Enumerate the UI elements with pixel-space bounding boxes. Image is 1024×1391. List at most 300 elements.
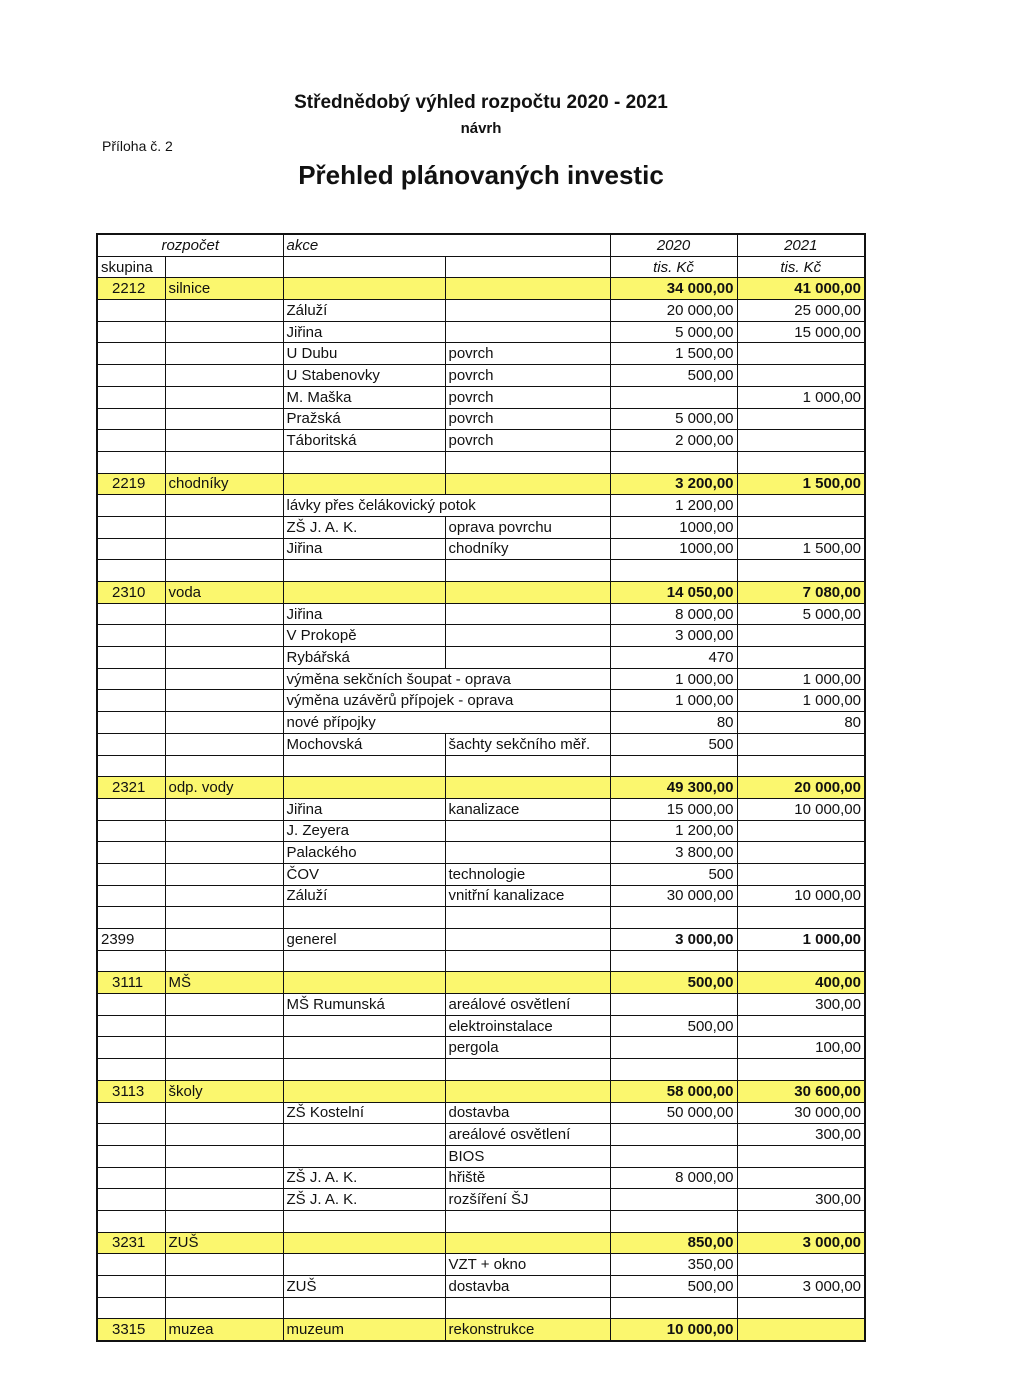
item-action: Jiřina <box>283 603 445 625</box>
item-action: Jiřina <box>283 538 445 560</box>
item-value-2021 <box>737 842 865 864</box>
item-action: U Dubu <box>283 343 445 365</box>
group-action: muzeum <box>283 1319 445 1341</box>
item-action <box>283 1015 445 1037</box>
group-action <box>283 473 445 495</box>
empty-cell <box>165 560 283 582</box>
item-value-2021: 300,00 <box>737 1124 865 1146</box>
empty-cell <box>165 1102 283 1124</box>
empty-cell <box>165 820 283 842</box>
item-note <box>445 647 610 669</box>
empty-cell <box>165 1124 283 1146</box>
empty-cell <box>445 907 610 929</box>
empty-cell <box>97 538 165 560</box>
empty-cell <box>97 712 165 734</box>
item-value-2020 <box>610 1145 737 1167</box>
empty-cell <box>97 755 165 777</box>
item-row <box>97 1189 865 1211</box>
header-row-2 <box>97 256 865 278</box>
empty-cell <box>165 1059 283 1081</box>
item-value-2021: 100,00 <box>737 1037 865 1059</box>
item-row <box>97 690 865 712</box>
empty-cell <box>97 1102 165 1124</box>
empty-cell <box>97 994 165 1016</box>
empty-cell <box>97 820 165 842</box>
item-note: chodníky <box>445 538 610 560</box>
group-total-2021: 3 000,00 <box>737 1232 865 1254</box>
empty-cell <box>97 1189 165 1211</box>
group-row <box>97 929 865 951</box>
item-action: Záluží <box>283 300 445 322</box>
group-total-2020: 49 300,00 <box>610 777 737 799</box>
empty-cell <box>97 1124 165 1146</box>
group-row <box>97 777 865 799</box>
item-value-2020: 1 000,00 <box>610 668 737 690</box>
item-value-2021: 1 000,00 <box>737 386 865 408</box>
item-value-2020: 350,00 <box>610 1254 737 1276</box>
item-note <box>445 300 610 322</box>
document-subtitle: návrh <box>460 120 502 137</box>
group-total-2021: 20 000,00 <box>737 777 865 799</box>
empty-cell <box>97 625 165 647</box>
item-note <box>445 820 610 842</box>
group-total-2020: 10 000,00 <box>610 1319 737 1341</box>
empty-cell <box>165 386 283 408</box>
empty-cell <box>97 386 165 408</box>
group-code: 3113 <box>97 1080 165 1102</box>
group-name: chodníky <box>165 473 283 495</box>
group-action <box>283 1232 445 1254</box>
empty-cell <box>97 950 165 972</box>
item-action: Palackého <box>283 842 445 864</box>
empty-cell <box>165 1015 283 1037</box>
item-value-2021 <box>737 343 865 365</box>
group-name: ZUŠ <box>165 1232 283 1254</box>
item-row <box>97 820 865 842</box>
item-value-2020: 470 <box>610 647 737 669</box>
item-action: lávky přes čelákovický potok <box>283 495 610 517</box>
item-row <box>97 516 865 538</box>
item-value-2020: 8 000,00 <box>610 603 737 625</box>
spacer-row <box>97 1210 865 1232</box>
empty-cell <box>165 994 283 1016</box>
item-value-2021: 10 000,00 <box>737 885 865 907</box>
item-action: ZŠ J. A. K. <box>283 1189 445 1211</box>
group-action <box>283 278 445 300</box>
group-total-2021: 30 600,00 <box>737 1080 865 1102</box>
item-action: MŠ Rumunská <box>283 994 445 1016</box>
item-note: povrch <box>445 365 610 387</box>
empty-cell <box>165 1210 283 1232</box>
item-value-2020: 1 000,00 <box>610 690 737 712</box>
empty-cell <box>737 907 865 929</box>
empty-cell <box>445 1210 610 1232</box>
item-value-2021: 300,00 <box>737 994 865 1016</box>
item-value-2021 <box>737 733 865 755</box>
item-row <box>97 603 865 625</box>
item-value-2020: 500 <box>610 733 737 755</box>
empty-cell <box>283 950 445 972</box>
item-value-2020: 1000,00 <box>610 538 737 560</box>
item-value-2020: 1 500,00 <box>610 343 737 365</box>
empty-cell <box>610 1210 737 1232</box>
group-total-2020: 850,00 <box>610 1232 737 1254</box>
group-note: rekonstrukce <box>445 1319 610 1341</box>
item-value-2021 <box>737 516 865 538</box>
empty-cell <box>165 495 283 517</box>
item-note: dostavba <box>445 1102 610 1124</box>
empty-cell <box>97 1210 165 1232</box>
empty-cell <box>165 408 283 430</box>
empty-cell <box>165 712 283 734</box>
item-note <box>445 842 610 864</box>
investment-table <box>96 233 866 1342</box>
empty-cell <box>97 495 165 517</box>
empty-cell <box>737 755 865 777</box>
empty-cell <box>165 451 283 473</box>
item-value-2020: 80 <box>610 712 737 734</box>
item-value-2020 <box>610 1037 737 1059</box>
item-action: U Stabenovky <box>283 365 445 387</box>
item-value-2020: 1 200,00 <box>610 495 737 517</box>
item-value-2020: 15 000,00 <box>610 798 737 820</box>
empty-cell <box>165 690 283 712</box>
item-row <box>97 1254 865 1276</box>
column-header-2020: 2020 <box>610 234 737 256</box>
group-total-2020: 3 200,00 <box>610 473 737 495</box>
item-value-2021 <box>737 495 865 517</box>
item-row <box>97 863 865 885</box>
group-total-2020: 3 000,00 <box>610 929 737 951</box>
empty-cell <box>97 647 165 669</box>
item-note: povrch <box>445 386 610 408</box>
item-value-2020: 30 000,00 <box>610 885 737 907</box>
empty-cell <box>737 950 865 972</box>
item-action: Táboritská <box>283 430 445 452</box>
group-code: 2310 <box>97 582 165 604</box>
item-note: technologie <box>445 863 610 885</box>
group-total-2020: 500,00 <box>610 972 737 994</box>
item-action: nové přípojky <box>283 712 610 734</box>
item-value-2021 <box>737 647 865 669</box>
item-action: ZUŠ <box>283 1276 445 1298</box>
item-value-2020: 8 000,00 <box>610 1167 737 1189</box>
item-value-2021 <box>737 1254 865 1276</box>
item-row <box>97 1167 865 1189</box>
group-note <box>445 278 610 300</box>
group-code: 2219 <box>97 473 165 495</box>
empty-cell <box>165 516 283 538</box>
empty-cell <box>97 668 165 690</box>
empty-cell <box>97 516 165 538</box>
item-row <box>97 1037 865 1059</box>
group-note <box>445 929 610 951</box>
group-row <box>97 582 865 604</box>
item-row <box>97 994 865 1016</box>
group-total-2021: 7 080,00 <box>737 582 865 604</box>
header-row-1 <box>97 234 865 256</box>
item-row <box>97 668 865 690</box>
item-action: ZŠ J. A. K. <box>283 516 445 538</box>
item-value-2021 <box>737 430 865 452</box>
group-note <box>445 1080 610 1102</box>
empty-cell <box>97 343 165 365</box>
group-note <box>445 582 610 604</box>
item-action: Jiřina <box>283 798 445 820</box>
group-code: 2399 <box>97 929 165 951</box>
item-action: Jiřina <box>283 321 445 343</box>
empty-cell <box>165 733 283 755</box>
spacer-row <box>97 1297 865 1319</box>
group-total-2020: 34 000,00 <box>610 278 737 300</box>
empty-cell <box>165 950 283 972</box>
item-note: BIOS <box>445 1145 610 1167</box>
item-value-2021: 1 000,00 <box>737 690 865 712</box>
item-note <box>445 321 610 343</box>
empty-cell <box>97 1059 165 1081</box>
item-value-2020: 500,00 <box>610 365 737 387</box>
group-code: 2212 <box>97 278 165 300</box>
empty-cell <box>610 907 737 929</box>
item-note <box>445 625 610 647</box>
empty-cell <box>97 1254 165 1276</box>
group-name: silnice <box>165 278 283 300</box>
item-note: VZT + okno <box>445 1254 610 1276</box>
empty-cell <box>97 885 165 907</box>
item-note: kanalizace <box>445 798 610 820</box>
item-value-2020 <box>610 1189 737 1211</box>
item-note: elektroinstalace <box>445 1015 610 1037</box>
item-action <box>283 1145 445 1167</box>
group-action <box>283 582 445 604</box>
item-value-2021 <box>737 863 865 885</box>
group-action <box>283 1080 445 1102</box>
item-note: šachty sekčního měř. <box>445 733 610 755</box>
empty-cell <box>97 1037 165 1059</box>
document-heading: Přehled plánovaných investic <box>298 160 664 190</box>
empty-cell <box>165 755 283 777</box>
item-row <box>97 386 865 408</box>
empty-cell <box>610 755 737 777</box>
header-empty-cell <box>445 256 610 278</box>
spacer-row <box>97 451 865 473</box>
group-row <box>97 1080 865 1102</box>
empty-cell <box>165 647 283 669</box>
empty-cell <box>165 863 283 885</box>
group-action <box>283 972 445 994</box>
empty-cell <box>97 863 165 885</box>
item-value-2021 <box>737 408 865 430</box>
column-header-2021: 2021 <box>737 234 865 256</box>
item-value-2020: 500,00 <box>610 1276 737 1298</box>
item-value-2020 <box>610 1124 737 1146</box>
item-note: hřiště <box>445 1167 610 1189</box>
spacer-row <box>97 907 865 929</box>
empty-cell <box>97 1167 165 1189</box>
item-row <box>97 538 865 560</box>
item-value-2021: 30 000,00 <box>737 1102 865 1124</box>
group-total-2021 <box>737 1319 865 1341</box>
spacer-row <box>97 755 865 777</box>
empty-cell <box>97 560 165 582</box>
empty-cell <box>610 560 737 582</box>
item-row <box>97 1102 865 1124</box>
item-value-2020: 2 000,00 <box>610 430 737 452</box>
empty-cell <box>165 798 283 820</box>
item-action: M. Maška <box>283 386 445 408</box>
empty-cell <box>165 668 283 690</box>
empty-cell <box>610 1059 737 1081</box>
item-row <box>97 625 865 647</box>
empty-cell <box>445 1059 610 1081</box>
empty-cell <box>610 1297 737 1319</box>
item-row <box>97 798 865 820</box>
empty-cell <box>165 625 283 647</box>
empty-cell <box>737 560 865 582</box>
group-total-2020: 14 050,00 <box>610 582 737 604</box>
item-action: Pražská <box>283 408 445 430</box>
column-unit-2021: tis. Kč <box>737 256 865 278</box>
item-value-2020: 3 000,00 <box>610 625 737 647</box>
item-row <box>97 1124 865 1146</box>
item-value-2020: 5 000,00 <box>610 321 737 343</box>
item-row <box>97 1276 865 1298</box>
item-value-2021 <box>737 365 865 387</box>
group-note <box>445 972 610 994</box>
group-total-2021: 400,00 <box>737 972 865 994</box>
empty-cell <box>165 885 283 907</box>
item-value-2021 <box>737 820 865 842</box>
group-note <box>445 1232 610 1254</box>
item-row <box>97 343 865 365</box>
empty-cell <box>737 451 865 473</box>
item-action: ZŠ J. A. K. <box>283 1167 445 1189</box>
empty-cell <box>165 538 283 560</box>
empty-cell <box>97 365 165 387</box>
item-action <box>283 1037 445 1059</box>
item-value-2021 <box>737 625 865 647</box>
empty-cell <box>97 798 165 820</box>
column-header-action: akce <box>283 234 610 256</box>
item-action <box>283 1124 445 1146</box>
empty-cell <box>445 1297 610 1319</box>
item-row <box>97 842 865 864</box>
item-value-2020: 20 000,00 <box>610 300 737 322</box>
empty-cell <box>165 1189 283 1211</box>
empty-cell <box>165 1276 283 1298</box>
item-value-2020: 1 200,00 <box>610 820 737 842</box>
item-value-2021 <box>737 1145 865 1167</box>
empty-cell <box>165 430 283 452</box>
empty-cell <box>165 1145 283 1167</box>
item-action <box>283 1254 445 1276</box>
empty-cell <box>97 907 165 929</box>
item-note: oprava povrchu <box>445 516 610 538</box>
empty-cell <box>97 842 165 864</box>
empty-cell <box>610 950 737 972</box>
item-value-2021: 25 000,00 <box>737 300 865 322</box>
header-empty-cell <box>165 256 283 278</box>
empty-cell <box>165 343 283 365</box>
empty-cell <box>97 1145 165 1167</box>
item-value-2020 <box>610 386 737 408</box>
item-action: ČOV <box>283 863 445 885</box>
empty-cell <box>97 300 165 322</box>
item-note: povrch <box>445 408 610 430</box>
empty-cell <box>97 430 165 452</box>
empty-cell <box>165 1254 283 1276</box>
empty-cell <box>283 1210 445 1232</box>
item-value-2021: 1 000,00 <box>737 668 865 690</box>
group-name <box>165 929 283 951</box>
group-name: školy <box>165 1080 283 1102</box>
empty-cell <box>165 321 283 343</box>
empty-cell <box>610 451 737 473</box>
item-row <box>97 1015 865 1037</box>
item-action: V Prokopě <box>283 625 445 647</box>
group-action <box>283 777 445 799</box>
item-action: Mochovská <box>283 733 445 755</box>
group-code: 3111 <box>97 972 165 994</box>
group-total-2021: 1 500,00 <box>737 473 865 495</box>
item-row <box>97 885 865 907</box>
item-value-2020 <box>610 994 737 1016</box>
item-row <box>97 365 865 387</box>
spacer-row <box>97 950 865 972</box>
item-action: výměna sekčních šoupat - oprava <box>283 668 610 690</box>
empty-cell <box>165 1297 283 1319</box>
item-value-2020: 3 800,00 <box>610 842 737 864</box>
item-value-2020: 1000,00 <box>610 516 737 538</box>
group-total-2021: 41 000,00 <box>737 278 865 300</box>
empty-cell <box>165 907 283 929</box>
item-note: areálové osvětlení <box>445 994 610 1016</box>
empty-cell <box>97 603 165 625</box>
empty-cell <box>97 451 165 473</box>
group-total-2020: 58 000,00 <box>610 1080 737 1102</box>
item-action: Záluží <box>283 885 445 907</box>
item-note: pergola <box>445 1037 610 1059</box>
empty-cell <box>737 1297 865 1319</box>
empty-cell <box>165 1037 283 1059</box>
item-note: povrch <box>445 343 610 365</box>
empty-cell <box>445 451 610 473</box>
item-note: vnitřní kanalizace <box>445 885 610 907</box>
document-title: Střednědobý výhled rozpočtu 2020 - 2021 <box>294 92 668 113</box>
empty-cell <box>445 950 610 972</box>
item-value-2021 <box>737 1015 865 1037</box>
item-row <box>97 712 865 734</box>
item-note: povrch <box>445 430 610 452</box>
item-value-2020: 500 <box>610 863 737 885</box>
group-row <box>97 473 865 495</box>
item-value-2020: 50 000,00 <box>610 1102 737 1124</box>
item-action: J. Zeyera <box>283 820 445 842</box>
item-row <box>97 430 865 452</box>
item-value-2021: 15 000,00 <box>737 321 865 343</box>
group-code: 3231 <box>97 1232 165 1254</box>
group-row <box>97 1319 865 1341</box>
empty-cell <box>283 1059 445 1081</box>
group-name: voda <box>165 582 283 604</box>
item-action: ZŠ Kostelní <box>283 1102 445 1124</box>
group-code: 2321 <box>97 777 165 799</box>
item-note: dostavba <box>445 1276 610 1298</box>
item-row <box>97 408 865 430</box>
item-row <box>97 321 865 343</box>
empty-cell <box>283 907 445 929</box>
attachment-label: Příloha č. 2 <box>102 138 173 154</box>
